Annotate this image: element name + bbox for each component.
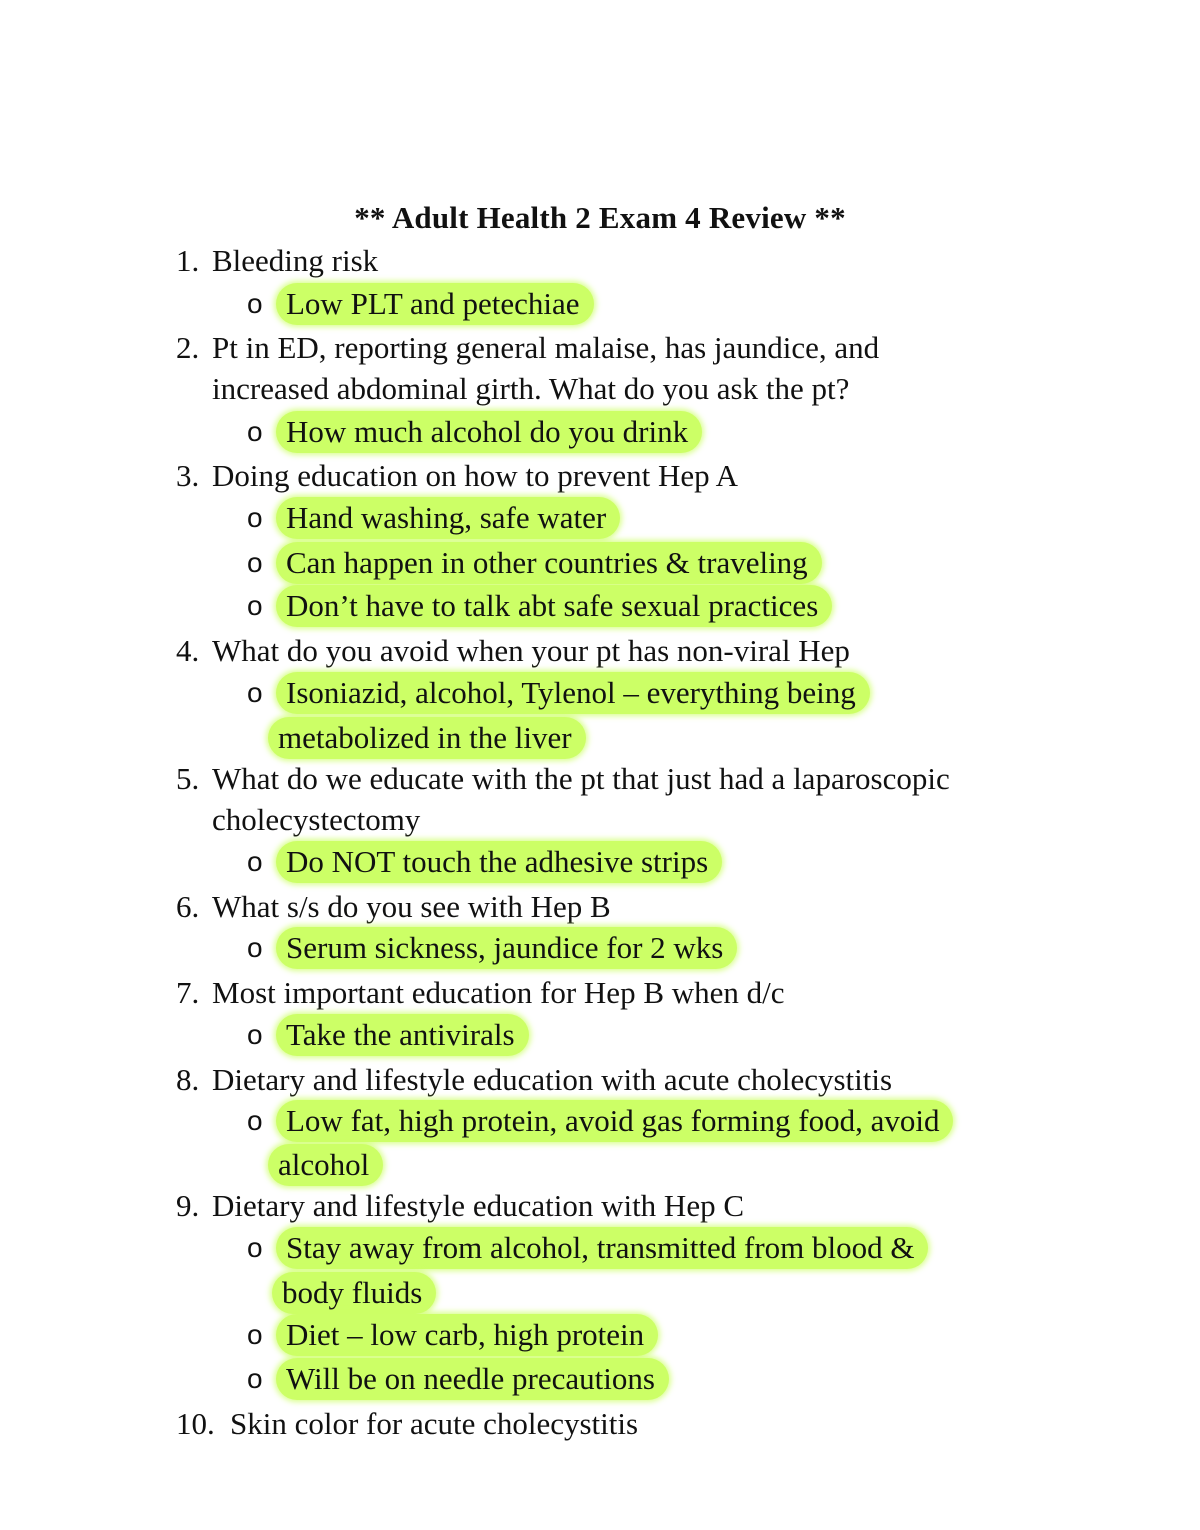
question-text: Pt in ED, reporting general malaise, has jaundice, and [212,330,880,365]
bullet-marker: o [247,677,263,708]
question-text: What do you avoid when your pt has non-viral Hep [212,633,850,668]
bullet-marker: o [247,547,263,578]
question-text: Doing education on how to prevent Hep A [212,458,739,493]
item-number: 4. [176,633,200,668]
question-text: cholecystectomy [212,802,421,837]
question-text: Bleeding risk [212,243,379,278]
highlighted-answer: alcohol [268,1144,383,1186]
highlighted-answer: Do NOT touch the adhesive strips [276,841,722,883]
bullet-marker: o [247,932,263,963]
question-text: Dietary and lifestyle education with acute cholecystitis [212,1062,893,1097]
highlighted-answer: Isoniazid, alcohol, Tylenol – everything being [276,672,870,714]
highlighted-answer: Serum sickness, jaundice for 2 wks [276,927,737,969]
highlighted-answer: Low PLT and petechiae [276,283,594,325]
bullet-marker: o [247,1363,263,1394]
item-number: 5. [176,761,200,796]
question-text: Most important education for Hep B when d/c [212,975,785,1010]
item-number: 10. [176,1406,215,1441]
bullet-marker: o [247,416,263,447]
item-number: 8. [176,1062,200,1097]
bullet-marker: o [247,1019,263,1050]
item-number: 3. [176,458,200,493]
question-text: What do we educate with the pt that just had a laparoscopic [212,761,950,796]
bullet-marker: o [247,502,263,533]
bullet-marker: o [247,1232,263,1263]
bullet-marker: o [247,846,263,877]
item-number: 9. [176,1188,200,1223]
highlighted-answer: body fluids [272,1272,436,1314]
highlighted-answer: Hand washing, safe water [276,497,620,539]
item-number: 7. [176,975,200,1010]
highlighted-answer: Diet – low carb, high protein [276,1314,658,1356]
item-number: 1. [176,243,200,278]
question-text: What s/s do you see with Hep B [212,889,611,924]
bullet-marker: o [247,288,263,319]
page-title: ** Adult Health 2 Exam 4 Review ** [354,200,846,235]
bullet-marker: o [247,1105,263,1136]
highlighted-answer: Low fat, high protein, avoid gas forming food, avoid [276,1100,953,1142]
question-text: increased abdominal girth. What do you ask the pt? [212,371,850,406]
highlighted-answer: Take the antivirals [276,1014,529,1056]
question-text: Dietary and lifestyle education with Hep C [212,1188,745,1223]
bullet-marker: o [247,590,263,621]
highlighted-answer: Will be on needle precautions [276,1358,669,1400]
bullet-marker: o [247,1319,263,1350]
highlighted-answer: How much alcohol do you drink [276,411,702,453]
item-number: 6. [176,889,200,924]
highlighted-answer: metabolized in the liver [268,717,586,759]
question-text: Skin color for acute cholecystitis [230,1406,639,1441]
highlighted-answer: Don’t have to talk abt safe sexual practices [276,585,832,627]
item-number: 2. [176,330,200,365]
highlighted-answer: Stay away from alcohol, transmitted from blood & [276,1227,928,1269]
highlighted-answer: Can happen in other countries & traveling [276,542,822,584]
